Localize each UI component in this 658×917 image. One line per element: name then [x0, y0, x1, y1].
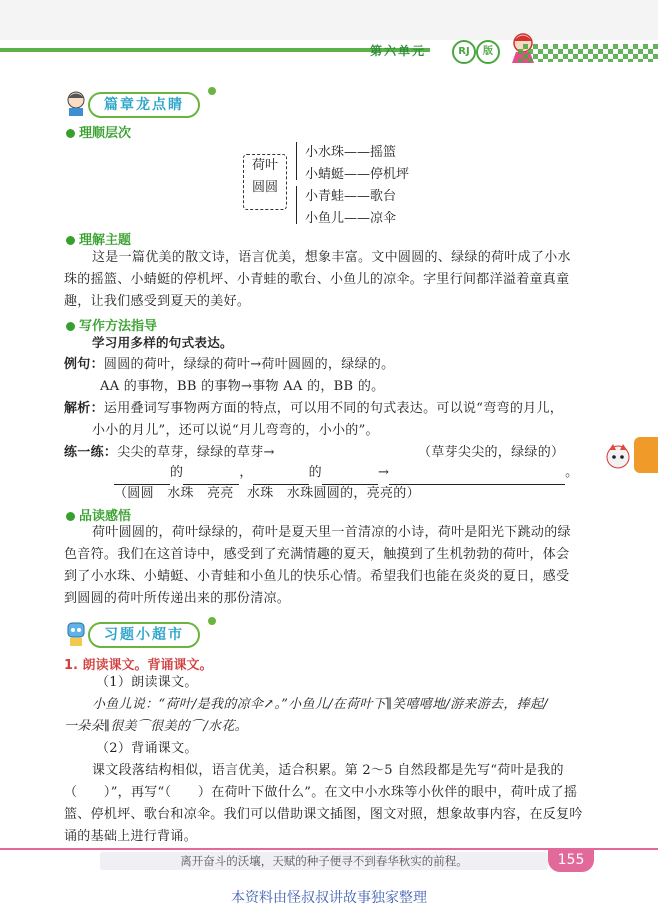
blank-de-1: 的 [170, 465, 184, 480]
practice-answer: （草芽尖尖的，绿绿的） [418, 445, 565, 460]
section-header-exercises [62, 619, 222, 645]
page-number: 155 [548, 848, 594, 872]
box-line-1: 荷叶 [251, 158, 278, 173]
boy-mascot-icon [62, 89, 90, 117]
structure-item: 小蜻蜓——停机坪 [305, 167, 410, 182]
recite-line: 篮、停机坪、歌台和凉伞。我们可以借助课文插图，图文对照，想象故事内容，在反复吟 [64, 807, 583, 822]
pause-mark: ∥ [103, 719, 111, 734]
blank-end: 。 [565, 465, 579, 480]
blank [114, 462, 170, 485]
brace-bottom [296, 186, 303, 224]
top-band [0, 0, 658, 40]
box-line-2: 圆圆 [251, 180, 278, 195]
blank-de-2: 的 [308, 465, 322, 480]
reading-seg: 笑嘻嘻地/游来游去，捧起/ [392, 697, 548, 712]
tone-mark: ⌒ [136, 719, 151, 734]
reading-seg: 一朵朵 [64, 719, 104, 734]
credit-text: 本资料由怪叔叔讲故事独家整理 [231, 890, 427, 906]
feeling-line: 到圆圆的荷叶所传递出来的那份清凉。 [64, 591, 291, 606]
subhead-method: 写作方法指导 [66, 315, 157, 334]
reading-seg: 很美 [110, 719, 137, 734]
practice-text: 尖尖的草芽，绿绿的草芽→ [117, 445, 275, 460]
method-title: 学习用多样的句式表达。 [92, 335, 233, 350]
structure-item: 小水珠——摇篮 [305, 145, 397, 160]
word-bank: （圆圆 水珠 亮亮 水珠 水珠圆圆的，亮亮的） [114, 486, 420, 501]
brace-top [296, 142, 303, 180]
theme-line: 趣，让我们感受到夏天的美好。 [64, 294, 251, 309]
question-1: 1. 朗读课文。背诵课文。 [64, 658, 213, 673]
example-text: 圆圆的荷叶，绿绿的荷叶→荷叶圆圆的，绿绿的。 [103, 357, 395, 372]
practice-row [64, 442, 275, 464]
structure-item: 小鱼儿——凉伞 [305, 211, 397, 226]
reading-line-2 [64, 716, 248, 738]
blank [253, 462, 309, 485]
pause-mark: / [203, 719, 209, 734]
recite-line: 诵的基础上进行背诵。 [64, 829, 198, 844]
edition-badge: 版 [476, 40, 500, 64]
blank [183, 462, 239, 485]
blank [322, 462, 378, 485]
analysis-row [64, 398, 563, 420]
section-title: 习题小超市 [88, 622, 200, 648]
title-dot [208, 87, 216, 95]
blank-arrow: → [377, 465, 390, 480]
fill-blank-row [114, 462, 578, 485]
example-label: 例句： [64, 357, 104, 372]
rising-tone-mark: ↗ [263, 697, 275, 712]
practice-label: 练一练： [64, 445, 118, 460]
subhead-theme: 理解主题 [66, 229, 131, 248]
example-row [64, 354, 394, 376]
reading-seg: 很美的 [150, 719, 191, 734]
structure-item: 小青蛙——歌台 [305, 189, 397, 204]
fox-face-icon [604, 442, 632, 470]
blank-comma: ， [239, 465, 253, 480]
question-1b: （2）背诵课文。 [96, 741, 198, 756]
heye-box [243, 154, 287, 210]
section-title: 篇章龙点睛 [88, 92, 200, 118]
robot-mascot-icon [62, 619, 90, 647]
reading-line-1 [92, 694, 548, 716]
subhead-structure: 理顺层次 [66, 122, 131, 141]
feeling-line: 到了小水珠、小蜻蜓、小青蛙和小鱼儿的快乐心情。希望我们也能在炎炎的夏日，感受 [64, 569, 570, 584]
reading-seg: 水花。 [208, 719, 248, 734]
question-1a: （1）朗读课文。 [96, 675, 198, 690]
side-tab [634, 437, 658, 473]
pause-mark: ∥ [385, 697, 393, 712]
reading-seg: 。”小鱼儿/在荷叶下 [274, 697, 386, 712]
analysis-text: 运用叠词写事物两方面的特点，可以用不同的句式表达。可以说“弯弯的月儿， [103, 401, 564, 416]
recite-line: 课文段落结构相似，语言优美，适合积累。第 2～5 自然段都是先写“荷叶是我的 [92, 763, 564, 778]
pattern-line: AA 的事物，BB 的事物→事物 AA 的，BB 的。 [100, 379, 385, 394]
recite-line: （ ）”，再写“（ ）在荷叶下做什么”。在文中小水珠等小伙伴的眼中，荷叶成了摇 [64, 785, 578, 800]
feeling-line: 荷叶圆圆的，荷叶绿绿的，荷叶是夏天里一首清凉的小诗，荷叶是阳光下跳动的绿 [92, 525, 571, 540]
title-dot [208, 617, 216, 625]
section-header-chapter [62, 89, 222, 115]
unit-title: 第六单元 [369, 44, 426, 58]
tone-mark: ⌒ [190, 719, 204, 734]
reading-seg: 小鱼儿说：“荷叶/是我的凉伞 [92, 697, 264, 712]
analysis-label: 解析： [64, 401, 104, 416]
subhead-feeling: 品读感悟 [66, 505, 131, 524]
footer-motto: 离开奋斗的沃壤，天赋的种子便寻不到春华秋实的前程。 [180, 854, 468, 868]
theme-line: 珠的摇篮、小蜻蜓的停机坪、小青蛙的歌台、小鱼儿的凉伞。字里行间都洋溢着童真童 [64, 272, 570, 287]
blank-long [389, 462, 565, 485]
analysis-line-2: 小小的月儿”，还可以说“月儿弯弯的，小小的”。 [92, 423, 379, 438]
theme-line: 这是一篇优美的散文诗，语言优美，想象丰富。文中圆圆的、绿绿的荷叶成了小水 [92, 250, 571, 265]
checker-pattern [518, 44, 658, 62]
feeling-line: 色音符。我们在这首诗中，感受到了充满情趣的夏天，触摸到了生机勃勃的荷叶，体会 [64, 547, 570, 562]
unit-stripe [0, 48, 430, 52]
rj-badge: RJ [452, 40, 476, 64]
